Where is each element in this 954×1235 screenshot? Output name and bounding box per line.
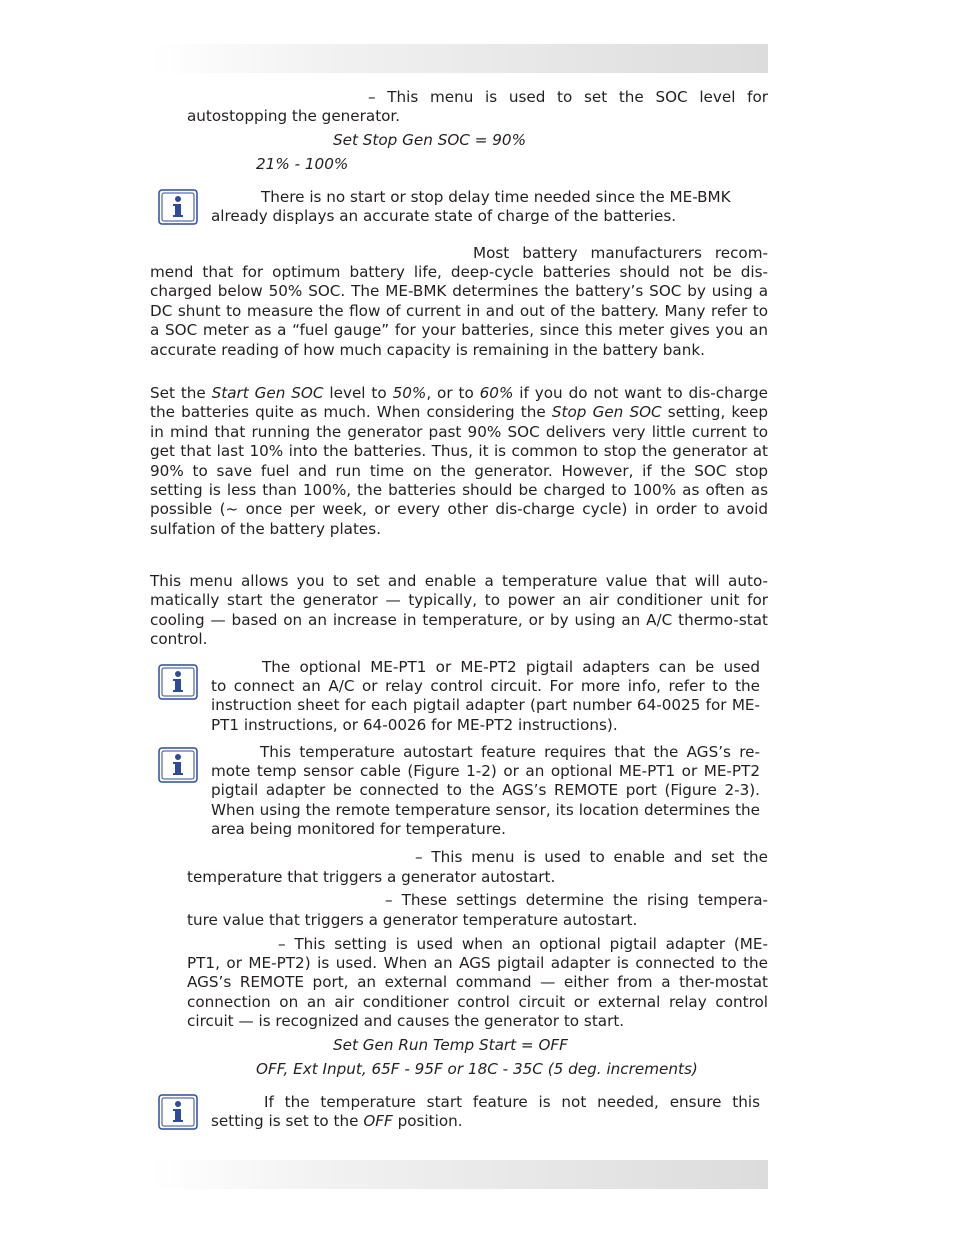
info-icon — [158, 189, 198, 225]
soc-paragraph-line1: Most battery manufacturers recom- — [473, 244, 768, 262]
temperature-paragraph: This menu allows you to set and enable a temperature value that will auto-matically start the generator — typically, to power an air conditioner unit for cooling — based on an increase in temperature, or by using an A/C thermo-stat control. — [150, 572, 768, 649]
soc-paragraph-body: mend that for optimum battery life, deep-cycle batteries should not be dis-charged below 50% SOC. The ME-BMK determines the battery’s SOC by using a DC shunt to measure the flow of current in and out of the battery. Many refer to a SOC meter as a “fuel gauge” for your batteries, since this meter gives you an accurate reading of how much capacity is remaining in the battery bank. — [150, 263, 768, 359]
temp-start-default-value: Set Gen Run Temp Start = OFF — [333, 1036, 568, 1054]
stop-soc-default-value: Set Stop Gen SOC = 90% — [333, 131, 527, 149]
temp-settings-description-cont: ture value that triggers a generator temperature autostart. — [187, 911, 638, 929]
footer-band — [150, 1160, 768, 1189]
stop-soc-range: 21% - 100% — [256, 155, 349, 173]
info-icon — [158, 747, 198, 783]
note2-body: to connect an A/C or relay control circuit. For more info, refer to the instruction sheet for each pigtail adapter (part number 64-0025 for ME-PT1 instructions, or 64-0026 for ME-PT2 instructions). — [211, 677, 760, 734]
temp-start-range: OFF, Ext Input, 65F - 95F or 18C - 35C (5 deg. increments) — [256, 1060, 698, 1078]
note3-body: mote temp sensor cable (Figure 1-2) or an optional ME-PT1 or ME-PT2 pigtail adapter be connected to the AGS’s REMOTE port (Figure 2-3). When using the remote temperature sensor, its location determines the area being monitored for temperature. — [211, 762, 760, 839]
info-icon — [158, 664, 198, 700]
stop-soc-description-cont: autostopping the generator. — [187, 107, 401, 125]
note2-line1: The optional ME-PT1 or ME-PT2 pigtail adapters can be used — [262, 658, 760, 676]
info-icon — [158, 1094, 198, 1130]
temp-settings-description: – These settings determine the rising tempera- — [385, 891, 768, 909]
note4-line2: setting is set to the OFF position. — [211, 1112, 463, 1130]
note1-line2: already displays an accurate state of charge of the batteries. — [211, 207, 677, 225]
header-band — [150, 44, 768, 73]
temp-menu-description-cont: temperature that triggers a generator autostart. — [187, 868, 556, 886]
stop-soc-description: – This menu is used to set the SOC level for — [368, 88, 768, 106]
note4-line1: If the temperature start feature is not needed, ensure this — [264, 1093, 760, 1111]
note1-line1: There is no start or stop delay time needed since the ME-BMK — [261, 188, 731, 206]
ext-input-description: – This setting is used when an optional pigtail adapter (ME- — [278, 935, 768, 953]
note3-line1: This temperature autostart feature requires that the AGS’s re- — [260, 743, 760, 761]
set-soc-paragraph: Set the Start Gen SOC level to 50%, or to 60% if you do not want to dis-charge the batteries quite as much. When considering the Stop Gen SOC setting, keep in mind that running the generator past 90% SOC delivers very little current to get that last 10% into the batteries. Thus, it is common to stop the generator at 90% to save fuel and run time on the generator. However, if the SOC stop setting is less than 100%, the batteries should be charged to 100% as often as possible (~ once per week, or every other dis-charge cycle) in order to avoid sulfation of the battery plates. — [150, 384, 769, 538]
temp-menu-description: – This menu is used to enable and set the — [415, 848, 768, 866]
ext-input-description-cont: PT1, or ME-PT2) is used. When an AGS pigtail adapter is connected to the AGS’s REMOTE port, an external command — either from a ther-mostat connection on an air conditioner control circuit or external relay control circuit — is recognized and causes the generator to start. — [187, 954, 768, 1031]
